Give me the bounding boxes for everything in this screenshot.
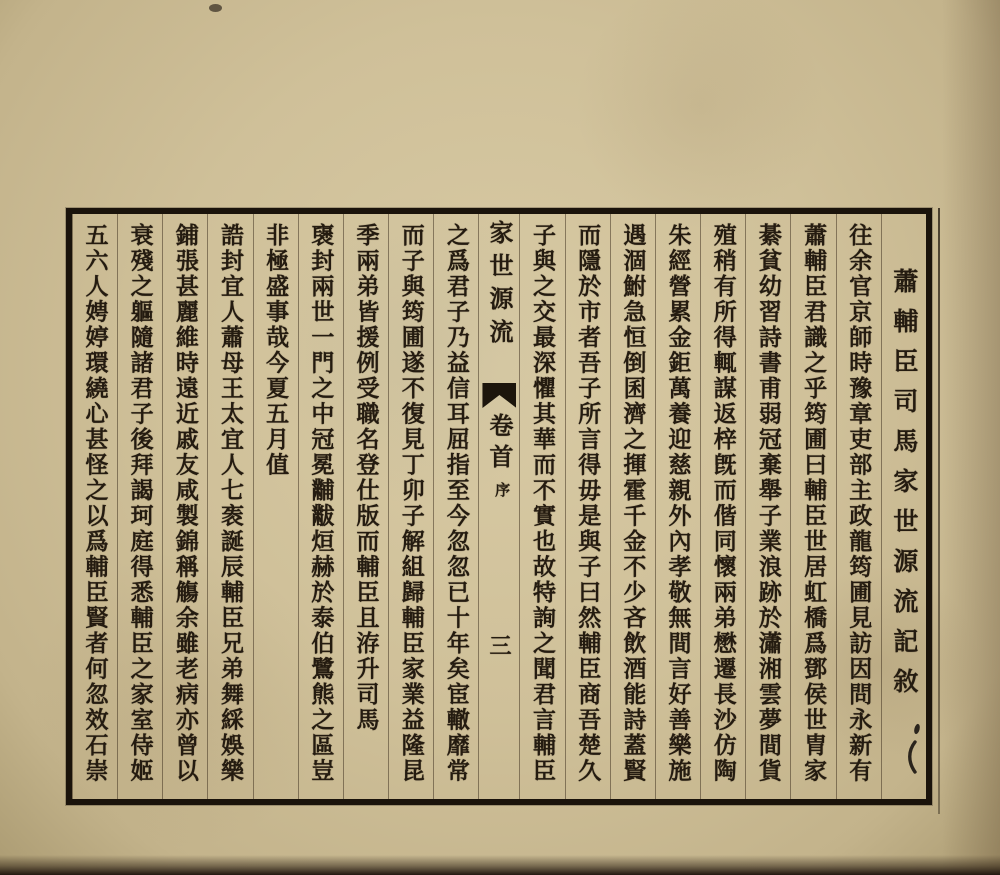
text-column [790,214,835,799]
text-frame [66,208,932,805]
column-text: 衰殘之軀隨諸君子後拜謁珂庭得悉輔臣之家室侍姬 [126,223,154,784]
page-bottom-shadow [0,855,1000,875]
text-column [72,214,117,799]
ink-smudge [902,720,926,776]
text-column [253,214,298,799]
banxin-column [478,214,519,799]
text-column [433,214,478,799]
column-text: 非極盛事哉今夏五月值 [262,223,290,478]
column-text: 襃封兩世一門之中冠冕黼黻烜赫於泰伯鷺熊之區豈 [307,223,335,784]
text-column [388,214,433,799]
column-text: 五六人娉婷環繞心甚怪之以爲輔臣賢者何忽效石崇 [81,223,109,784]
banxin-page-number: 三 [485,634,512,656]
column-text: 綦貧幼習詩書甫弱冠棄舉子業浪跡於瀟湘雲夢間貨 [754,223,782,784]
column-text: 而子與筠圃遂不復見丁卯子解組歸輔臣家業益隆昆 [397,223,425,784]
paper-speck [209,4,222,12]
text-column [565,214,610,799]
banxin-section-label: 序 [493,482,512,497]
column-text: 而隱於市者吾子所言得毋是與子曰然輔臣商吾楚久 [574,223,602,784]
title-text: 蕭輔臣司馬家世源流記敘 [889,268,919,708]
title-column [881,214,926,799]
banxin-section: 卷首 [484,413,514,475]
text-column [745,214,790,799]
column-text: 之爲君子乃益信耳屈指至今忽忽已十年矣宦轍靡常 [442,223,470,784]
column-text: 子與之交最深懼其華而不實也故特詢之聞君言輔臣 [529,223,557,784]
text-column [655,214,700,799]
column-text: 鋪張甚麗維時遠近戚友咸製錦稱觴余雖老病亦曾以 [171,223,199,784]
text-column [610,214,655,799]
column-text: 往余官京師時豫章吏部主政龍筠圃見訪因問永新有 [845,223,873,784]
column-text: 朱經營累金鉅萬養迎慈親外內孝敬無間言好善樂施 [664,223,692,784]
text-column [117,214,162,799]
column-text: 蕭輔臣君識之乎筠圃曰輔臣世居虹橋爲鄧侯世胄家 [800,223,828,784]
column-text: 殖稍有所得輒謀返梓旣而偕同懷兩弟懋遷長沙仿陶 [709,223,737,784]
text-column [298,214,343,799]
text-column [343,214,388,799]
text-column [162,214,207,799]
text-column [700,214,745,799]
column-text: 誥封宜人蕭母王太宜人七袠誕辰輔臣兄弟舞綵娛樂 [217,223,244,784]
fishtail-mark [482,383,516,408]
page-edge-shadow [942,0,1000,875]
text-column [519,214,564,799]
column-text: 遇涸鮒急恒倒囷濟之揮霍千金不少吝飲酒能詩蓋賢 [619,223,647,784]
text-column [836,214,881,799]
text-column [207,214,252,799]
column-layout [72,214,926,799]
column-text: 季兩弟皆援例受職名登仕版而輔臣且洊升司馬 [352,223,380,733]
banxin-book-title: 家世源流 [484,220,514,352]
